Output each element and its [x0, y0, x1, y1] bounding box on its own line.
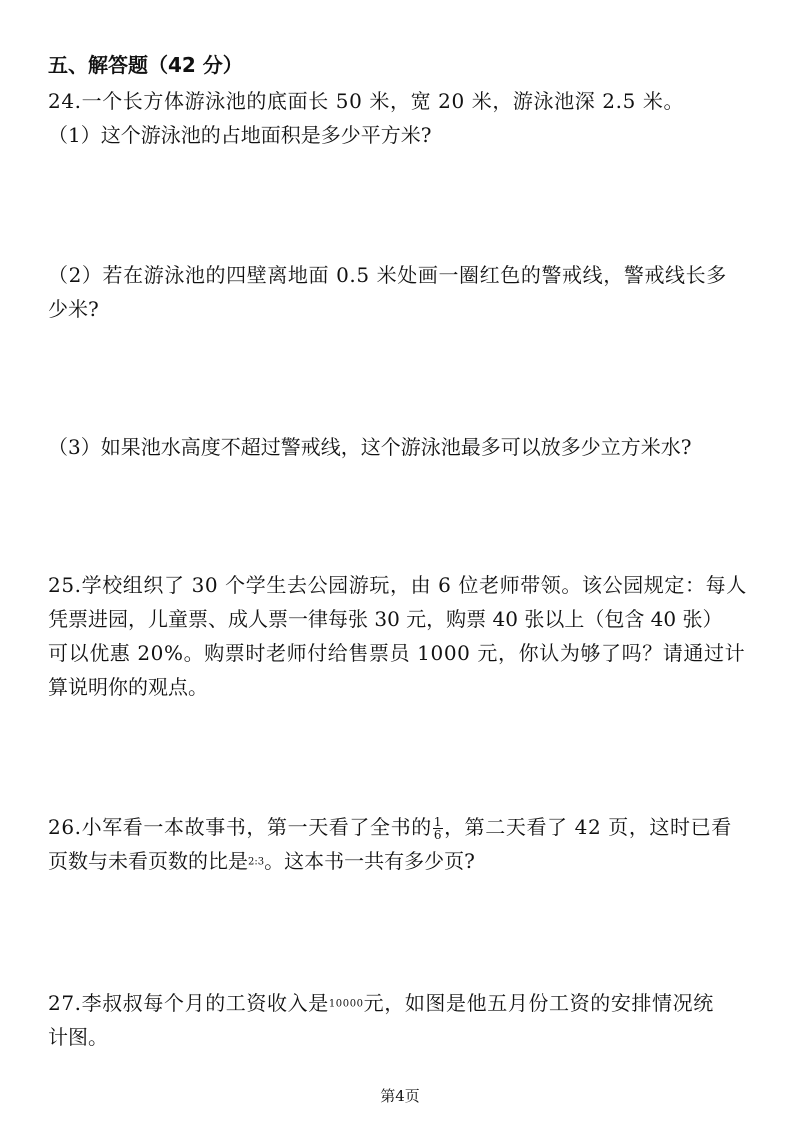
- salary-amount: 10000: [328, 998, 364, 1010]
- section-title: 五、解答题（42 分）: [48, 53, 243, 77]
- question-26-line-1: [48, 814, 768, 841]
- question-27-line-2: 计图。: [48, 1025, 108, 1049]
- question-27-line-1: [48, 990, 768, 1018]
- question-24-part-3: （3）如果池水高度不超过警戒线，这个游泳池最多可以放多少立方米水?: [48, 435, 692, 459]
- question-26-text-b: ，第二天看了 42 页，这时已看: [444, 815, 732, 839]
- question-26-text-c: 页数与未看页数的比是: [48, 849, 248, 873]
- question-24-part-2-line-2: 少米?: [48, 297, 99, 321]
- fraction-numerator: 1: [433, 815, 443, 829]
- question-24-part-2-line-1: （2）若在游泳池的四壁离地面 0.5 米处画一圈红色的警戒线，警戒线长多: [48, 263, 727, 287]
- question-24-stem: 24.一个长方体游泳池的底面长 50 米，宽 20 米，游泳池深 2.5 米。: [48, 89, 685, 113]
- question-27-text-b: 元，如图是他五月份工资的安排情况统: [363, 991, 714, 1015]
- question-25-line-3: 可以优惠 20%。购票时老师付给售票员 1000 元，你认为够了吗？请通过计: [48, 641, 746, 665]
- fraction-one-sixth: [433, 816, 443, 841]
- question-25-line-4: 算说明你的观点。: [48, 675, 208, 699]
- question-25-line-2: 凭票进园，儿童票、成人票一律每张 30 元，购票 40 张以上（包含 40 张）: [48, 607, 723, 631]
- question-25-line-1: 25.学校组织了 30 个学生去公园游玩，由 6 位老师带领。该公园规定：每人: [48, 573, 747, 597]
- page-number: 第4页: [380, 1087, 420, 1105]
- question-24-part-1: （1）这个游泳池的占地面积是多少平方米?: [48, 123, 432, 147]
- ratio-value: 2:3: [248, 856, 265, 868]
- fraction-denominator: 6: [433, 828, 443, 842]
- question-26-line-2: [48, 848, 768, 876]
- question-26-text-a: 26.小军看一本故事书，第一天看了全书的: [48, 815, 432, 839]
- question-26-text-d: 。这本书一共有多少页?: [264, 849, 475, 873]
- question-27-text-a: 27.李叔叔每个月的工资收入是: [48, 991, 329, 1015]
